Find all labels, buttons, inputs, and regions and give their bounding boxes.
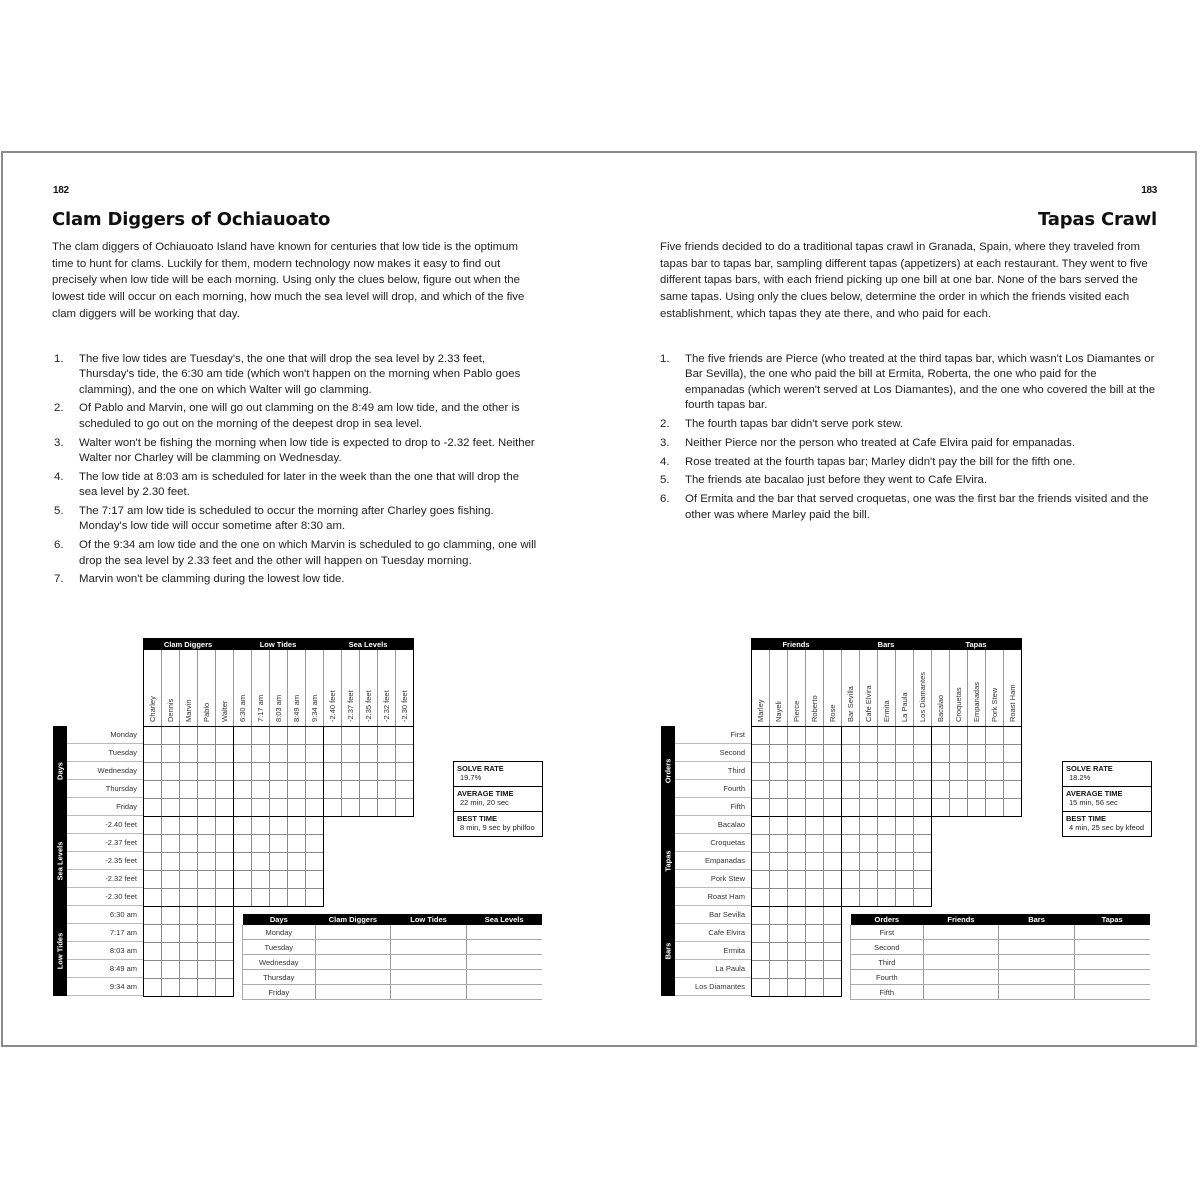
puzzle-title: Clam Diggers of Ochiauoato bbox=[52, 209, 331, 230]
row-group-header: Days bbox=[53, 726, 67, 816]
column-label: Pablo bbox=[197, 650, 215, 726]
page-number: 182 bbox=[53, 185, 69, 196]
answer-table-header: Bars bbox=[999, 914, 1075, 925]
column-label: 8:49 am bbox=[287, 650, 305, 726]
clue-list bbox=[660, 352, 1156, 527]
answer-table-header: Tapas bbox=[1074, 914, 1150, 925]
row-label: Bar Sevilla bbox=[675, 906, 751, 924]
column-label: -2.32 feet bbox=[377, 650, 395, 726]
column-label: 8:03 am bbox=[269, 650, 287, 726]
answer-table-header: Friends bbox=[923, 914, 999, 925]
column-label: Ermita bbox=[877, 650, 895, 726]
column-group-header: Low Tides bbox=[233, 638, 323, 650]
column-label: Los Diamantes bbox=[913, 650, 931, 726]
answer-cell[interactable] bbox=[999, 925, 1075, 940]
row-label: Monday bbox=[67, 726, 143, 744]
clue: 2. The fourth tapas bar didn't serve pork stew. bbox=[660, 417, 904, 430]
grid-block-border bbox=[233, 816, 324, 907]
row-label: Bacalao bbox=[675, 816, 751, 834]
clue: 3. Walter won't be fishing the morning when low tide is expected to drop to -2.32 feet. Neither Walter nor Charley will be clamming on Wednesday. bbox=[54, 436, 535, 464]
column-label: Cafe Elvira bbox=[859, 650, 877, 726]
column-group-header: Sea Levels bbox=[323, 638, 413, 650]
answer-row-label: Thursday bbox=[243, 970, 316, 985]
row-group-header: Orders bbox=[661, 726, 675, 816]
row-label: 7:17 am bbox=[67, 924, 143, 942]
answer-cell[interactable] bbox=[999, 940, 1075, 955]
answer-table-row bbox=[243, 985, 543, 1000]
row-label: -2.32 feet bbox=[67, 870, 143, 888]
clue: 5. The 7:17 am low tide is scheduled to occur the morning after Charley goes fishing. Monday's low tide will occur sometime after 8:30 am. bbox=[54, 505, 494, 533]
answer-table-header: Sea Levels bbox=[466, 914, 542, 925]
puzzle-title: Tapas Crawl bbox=[1038, 209, 1157, 230]
clue-list bbox=[54, 352, 540, 591]
answer-row-label: First bbox=[851, 925, 924, 940]
answer-table-row bbox=[243, 955, 543, 970]
grid-block-border bbox=[143, 906, 234, 997]
column-label: -2.37 feet bbox=[341, 650, 359, 726]
column-label: Marvin bbox=[179, 650, 197, 726]
column-label: Walter bbox=[215, 650, 233, 726]
column-label: -2.30 feet bbox=[395, 650, 413, 726]
column-label: 9:34 am bbox=[305, 650, 323, 726]
answer-cell[interactable] bbox=[999, 955, 1075, 970]
column-label: Charley bbox=[143, 650, 161, 726]
answer-table-row bbox=[851, 985, 1151, 1000]
answer-cell[interactable] bbox=[315, 955, 391, 970]
clue: 7. Marvin won't be clamming during the lowest low tide. bbox=[54, 573, 345, 586]
row-label: Fourth bbox=[675, 780, 751, 798]
answer-cell[interactable] bbox=[466, 970, 542, 985]
column-label: Bacalao bbox=[931, 650, 949, 726]
answer-cell[interactable] bbox=[1074, 925, 1150, 940]
row-label: Croquetas bbox=[675, 834, 751, 852]
answer-table bbox=[850, 914, 1150, 1000]
column-label: Nayeli bbox=[769, 650, 787, 726]
grid-block-border bbox=[841, 816, 932, 907]
row-label: La Paula bbox=[675, 960, 751, 978]
column-label: Pierce bbox=[787, 650, 805, 726]
column-label: Dennis bbox=[161, 650, 179, 726]
column-label: La Paula bbox=[895, 650, 913, 726]
answer-row-label: Tuesday bbox=[243, 940, 316, 955]
answer-cell[interactable] bbox=[923, 940, 999, 955]
row-label: -2.37 feet bbox=[67, 834, 143, 852]
column-label: Roberto bbox=[805, 650, 823, 726]
average-time: AVERAGE TIME 22 min, 20 sec bbox=[454, 787, 542, 812]
clue: 1. The five low tides are Tuesday's, the one that will drop the sea level by 2.33 feet, Thursday's tide, the 6:30 am tide (which won't happen on the morning when Pablo goes clamming), and the one on which Walter will go clamming. bbox=[54, 353, 521, 396]
row-label: -2.40 feet bbox=[67, 816, 143, 834]
answer-cell[interactable] bbox=[315, 985, 391, 1000]
answer-cell[interactable] bbox=[315, 925, 391, 940]
clue: 4. Rose treated at the fourth tapas bar; Marley didn't pay the bill for the fifth one. bbox=[660, 455, 1076, 468]
header-border bbox=[751, 638, 1022, 727]
stats-box bbox=[1062, 761, 1152, 837]
row-label: -2.30 feet bbox=[67, 888, 143, 906]
answer-cell[interactable] bbox=[466, 925, 542, 940]
row-label: Fifth bbox=[675, 798, 751, 816]
answer-cell[interactable] bbox=[391, 940, 467, 955]
answer-cell[interactable] bbox=[1074, 955, 1150, 970]
answer-table-header: Days bbox=[243, 914, 316, 925]
row-label: Pork Stew bbox=[675, 870, 751, 888]
row-label: Wednesday bbox=[67, 762, 143, 780]
row-label: Second bbox=[675, 744, 751, 762]
clue: 4. The low tide at 8:03 am is scheduled for later in the week than the one that will drop the sea level by 2.30 feet. bbox=[54, 470, 520, 499]
column-group-header: Clam Diggers bbox=[143, 638, 233, 650]
answer-row-label: Third bbox=[851, 955, 924, 970]
answer-table-row bbox=[851, 940, 1151, 955]
row-label: Third bbox=[675, 762, 751, 780]
column-label: -2.40 feet bbox=[323, 650, 341, 726]
answer-cell[interactable] bbox=[466, 940, 542, 955]
grid-block-border bbox=[931, 726, 1022, 817]
answer-cell[interactable] bbox=[1074, 940, 1150, 955]
best-time: BEST TIME 4 min, 25 sec by kfeod bbox=[1066, 814, 1145, 832]
row-label: -2.35 feet bbox=[67, 852, 143, 870]
answer-cell[interactable] bbox=[391, 970, 467, 985]
column-label: -2.35 feet bbox=[359, 650, 377, 726]
right-page bbox=[601, 153, 1199, 1045]
puzzle-intro: The clam diggers of Ochiauoato Island have known for centuries that low tide is the optimum time to hunt for clams. Luckily for them, modern technology now makes it easy to find out precisely when low tide will be each morning. Using only the clues below, figure out when the lowest tide will occur on each morning, how much the sea level will drop, and which of the five clam diggers will be working that day. bbox=[52, 241, 525, 320]
column-label: Rose bbox=[823, 650, 841, 726]
column-label: Roast Ham bbox=[1003, 650, 1021, 726]
average-time: AVERAGE TIME 15 min, 56 sec bbox=[1063, 787, 1151, 812]
row-label: 8:03 am bbox=[67, 942, 143, 960]
answer-row-label: Second bbox=[851, 940, 924, 955]
column-label: 7:17 am bbox=[251, 650, 269, 726]
answer-table-row bbox=[851, 970, 1151, 985]
row-label: Ermita bbox=[675, 942, 751, 960]
header-border bbox=[143, 638, 414, 727]
answer-table bbox=[242, 914, 542, 1000]
clue: 5. The friends ate bacalao just before they went to Cafe Elvira. bbox=[660, 474, 988, 487]
best-time: BEST TIME 8 min, 9 sec by philfoo bbox=[457, 814, 535, 832]
answer-cell[interactable] bbox=[466, 985, 542, 1000]
answer-table-header: Clam Diggers bbox=[315, 914, 391, 925]
answer-table-row bbox=[243, 940, 543, 955]
answer-table-row bbox=[851, 955, 1151, 970]
answer-cell[interactable] bbox=[923, 925, 999, 940]
answer-table-header: Low Tides bbox=[391, 914, 467, 925]
answer-cell[interactable] bbox=[315, 970, 391, 985]
puzzle-intro: Five friends decided to do a traditional tapas crawl in Granada, Spain, where they traveled from tapas bar to tapas bar, sampling different tapas (appetizers) at each restaurant. They went to five different tapas bars, with each friend picking up one bill at one bar. None of the bars served the same tapas. Using only the clues below, determine the order in which the friends visited each establishment, which tapas they ate there, and who paid for each. bbox=[660, 241, 1148, 320]
answer-row-label: Monday bbox=[243, 925, 316, 940]
column-label: Bar Sevilla bbox=[841, 650, 859, 726]
column-group-header: Tapas bbox=[931, 638, 1021, 650]
grid-block-border bbox=[233, 726, 324, 817]
column-group-header: Bars bbox=[841, 638, 931, 650]
row-group-header: Tapas bbox=[661, 816, 675, 906]
answer-cell[interactable] bbox=[391, 985, 467, 1000]
column-label: Croquetas bbox=[949, 650, 967, 726]
answer-table-row bbox=[851, 925, 1151, 940]
row-label: Thursday bbox=[67, 780, 143, 798]
row-label: Friday bbox=[67, 798, 143, 816]
answer-cell[interactable] bbox=[923, 955, 999, 970]
answer-row-label: Wednesday bbox=[243, 955, 316, 970]
row-label: 9:34 am bbox=[67, 978, 143, 996]
solve-rate: SOLVE RATE 18.2% bbox=[1063, 762, 1151, 787]
row-group-header: Low Tides bbox=[53, 906, 67, 996]
row-label: Roast Ham bbox=[675, 888, 751, 906]
answer-row-label: Friday bbox=[243, 985, 316, 1000]
stats-box bbox=[453, 761, 543, 837]
grid-block-border bbox=[841, 726, 932, 817]
book-spread bbox=[1, 151, 1197, 1047]
grid-block-border bbox=[751, 726, 842, 817]
column-group-header: Friends bbox=[751, 638, 841, 650]
column-label: Empanadas bbox=[967, 650, 985, 726]
row-label: Tuesday bbox=[67, 744, 143, 762]
grid-block-border bbox=[143, 726, 234, 817]
left-page bbox=[3, 153, 601, 1045]
grid-block-border bbox=[323, 726, 414, 817]
clue: 2. Of Pablo and Marvin, one will go out clamming on the 8:49 am low tide, and the other is scheduled to go out on the morning of the deepest drop in sea level. bbox=[54, 402, 520, 430]
answer-cell[interactable] bbox=[1074, 970, 1150, 985]
row-label: Empanadas bbox=[675, 852, 751, 870]
column-label: Pork Stew bbox=[985, 650, 1003, 726]
page-number: 183 bbox=[1141, 185, 1157, 196]
row-label: 8:49 am bbox=[67, 960, 143, 978]
row-label: 6:30 am bbox=[67, 906, 143, 924]
answer-row-label: Fifth bbox=[851, 985, 924, 1000]
row-group-header: Bars bbox=[661, 906, 675, 996]
column-label: 6:30 am bbox=[233, 650, 251, 726]
answer-table-header: Orders bbox=[851, 914, 924, 925]
grid-block-border bbox=[143, 816, 234, 907]
grid-block-border bbox=[751, 816, 842, 907]
row-label: Los Diamantes bbox=[675, 978, 751, 996]
clue: 3. Neither Pierce nor the person who treated at Cafe Elvira paid for empanadas. bbox=[660, 436, 1076, 449]
column-label: Marley bbox=[751, 650, 769, 726]
answer-cell[interactable] bbox=[999, 970, 1075, 985]
answer-cell[interactable] bbox=[391, 925, 467, 940]
row-label: Cafe Elvira bbox=[675, 924, 751, 942]
grid-block-border bbox=[751, 906, 842, 997]
solve-rate: SOLVE RATE 19.7% bbox=[454, 762, 542, 787]
answer-row-label: Fourth bbox=[851, 970, 924, 985]
clue: 6. Of the 9:34 am low tide and the one on which Marvin is scheduled to go clamming, one will drop the sea level by 2.33 feet and the other will happen on Tuesday morning. bbox=[54, 539, 537, 567]
answer-cell[interactable] bbox=[999, 985, 1075, 1000]
answer-cell[interactable] bbox=[315, 940, 391, 955]
clue: 1. The five friends are Pierce (who treated at the third tapas bar, which wasn't Los Diamantes or Bar Sevilla), the one who paid the bill at Ermita, Roberta, the one who paid for the empanadas (which weren't served at Los Diamantes), and the one who covered the bill at the fourth tapas bar. bbox=[660, 353, 1156, 411]
answer-table-row bbox=[243, 970, 543, 985]
answer-cell[interactable] bbox=[466, 955, 542, 970]
row-label: First bbox=[675, 726, 751, 744]
row-group-header: Sea Levels bbox=[53, 816, 67, 906]
answer-cell[interactable] bbox=[391, 955, 467, 970]
answer-cell[interactable] bbox=[923, 970, 999, 985]
answer-cell[interactable] bbox=[923, 985, 999, 1000]
answer-cell[interactable] bbox=[1074, 985, 1150, 1000]
answer-table-row bbox=[243, 925, 543, 940]
clue: 6. Of Ermita and the bar that served croquetas, one was the first bar the friends visited and the other was where Marley paid the bill. bbox=[660, 493, 1149, 521]
